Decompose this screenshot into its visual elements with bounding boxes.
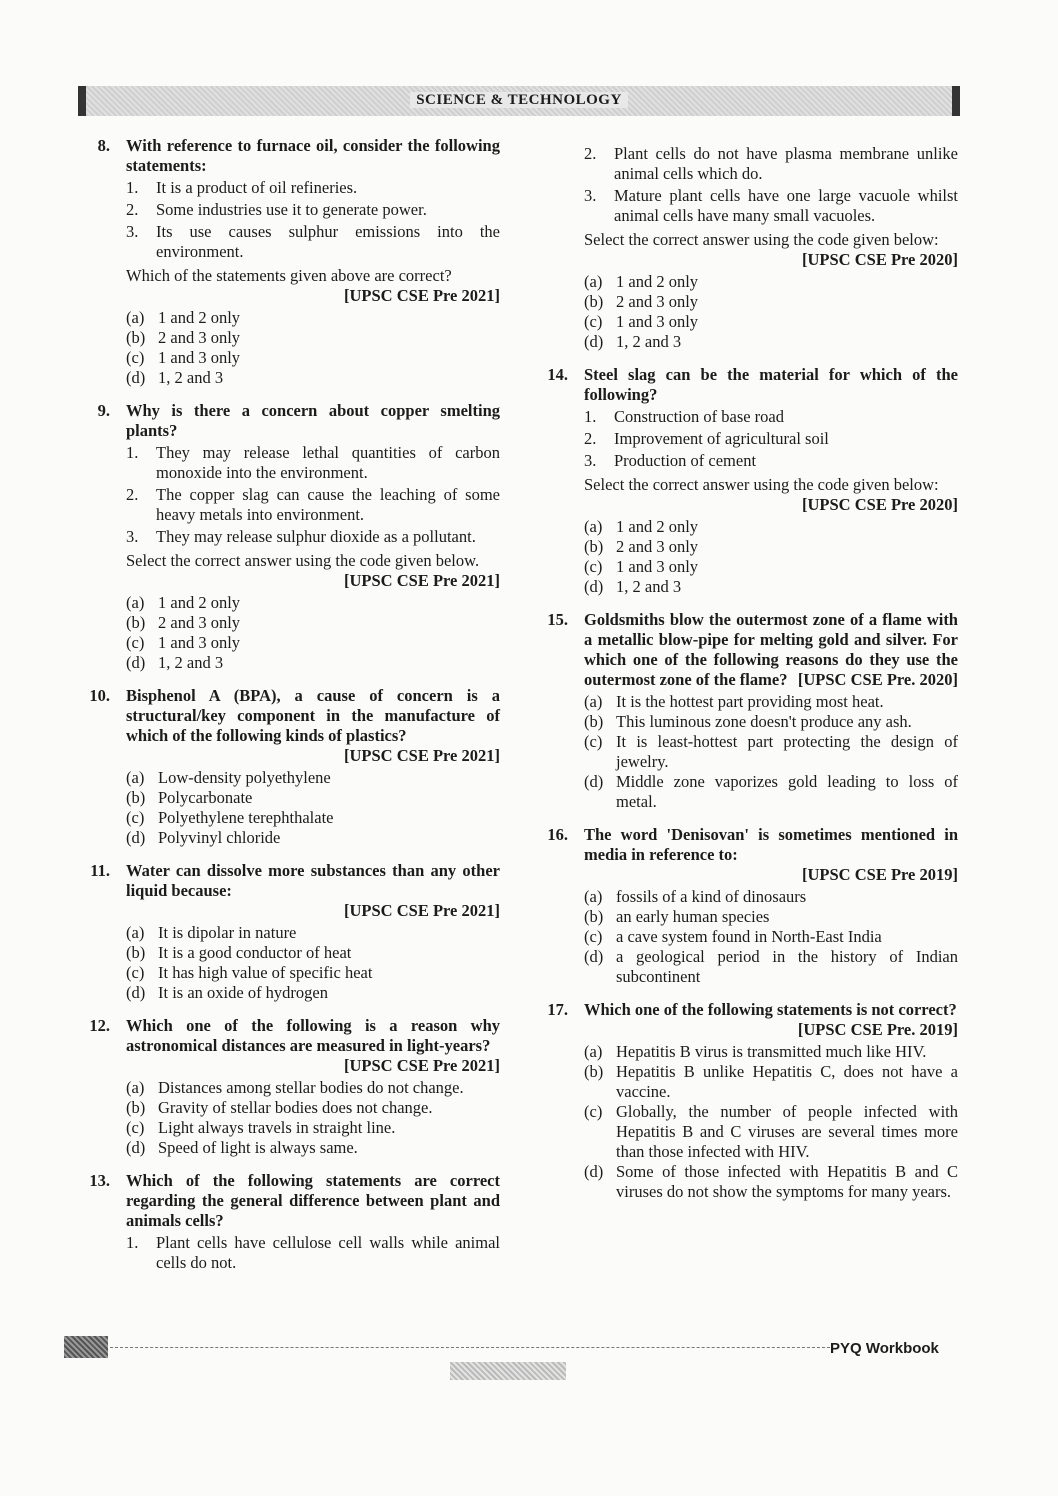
exam-source: [UPSC CSE Pre 2021] (344, 746, 500, 765)
option-c: (c) 1 and 3 only (584, 312, 699, 331)
statement: 3. They may release sulphur dioxide as a pollutant. (126, 527, 476, 546)
option-b: (b) This luminous zone doesn't produce any ash. (584, 712, 912, 731)
option-d: (d) 1, 2 and 3 (584, 577, 682, 596)
question-text: Bisphenol A (BPA), a cause of concern is a structural/key component in the manufacture of which of the following kinds of plastics? [UPSC CSE Pre 2021] (126, 686, 500, 765)
statement: 3. Production of cement (584, 451, 757, 470)
page-header (78, 86, 960, 116)
option-c: (c) Globally, the number of people infected with Hepatitis B and C viruses are several times more than those infected with HIV. (584, 1102, 958, 1161)
option-a: (a) 1 and 2 only (584, 517, 699, 536)
options (584, 692, 958, 812)
question-text: Which one of the following is a reason why astronomical distances are measured in light-years? [UPSC CSE Pre 2021] (126, 1016, 500, 1075)
question-text: With reference to furnace oil, consider the following statements: (126, 136, 500, 175)
option-c: (c) 1 and 3 only (126, 633, 241, 652)
question-14 (528, 365, 958, 597)
option-a: (a) 1 and 2 only (584, 272, 699, 291)
option-c: (c) Polyethylene terephthalate (126, 808, 334, 827)
option-b: (b) 2 and 3 only (126, 328, 241, 347)
section-title: SCIENCE & TECHNOLOGY (78, 92, 960, 109)
option-c: (c) Light always travels in straight line. (126, 1118, 396, 1137)
statement: 1. Construction of base road (584, 407, 785, 426)
answer-prompt: Select the correct answer using the code given below: [UPSC CSE Pre 2020] (584, 230, 958, 269)
header-bar-right (952, 86, 960, 116)
option-a: (a) It is the hottest part providing most heat. (584, 692, 884, 711)
question-number: 11. (90, 861, 110, 880)
question-9 (70, 401, 500, 673)
answer-prompt: Select the correct answer using the code given below: [UPSC CSE Pre 2020] (584, 475, 958, 514)
options (126, 1078, 500, 1158)
option-d: (d) 1, 2 and 3 (126, 653, 224, 672)
option-a: (a) It is dipolar in nature (126, 923, 297, 942)
exam-source: [UPSC CSE Pre 2021] (344, 286, 500, 305)
option-d: (d) It is an oxide of hydrogen (126, 983, 329, 1002)
option-a: (a) 1 and 2 only (126, 593, 241, 612)
options (126, 923, 500, 1003)
answer-prompt: Select the correct answer using the code given below. [UPSC CSE Pre 2021] (126, 551, 500, 590)
exam-source: [UPSC CSE Pre 2021] (344, 571, 500, 590)
right-column (528, 142, 958, 1215)
option-b: (b) 2 and 3 only (584, 292, 699, 311)
option-d: (d) 1, 2 and 3 (126, 368, 224, 387)
question-11 (70, 861, 500, 1003)
exam-source: [UPSC CSE Pre 2020] (802, 250, 958, 269)
options (584, 517, 958, 597)
exam-source: [UPSC CSE Pre. 2019] (797, 1020, 958, 1039)
question-number: 13. (89, 1171, 110, 1190)
statement: 1. Plant cells have cellulose cell walls while animal cells do not. (126, 1233, 500, 1272)
option-a: (a) Low-density polyethylene (126, 768, 331, 787)
question-13-continued (528, 144, 958, 352)
option-c: (c) a cave system found in North-East India (584, 927, 882, 946)
question-text: Which of the following statements are correct regarding the general difference between plant and animals cells? (126, 1171, 500, 1230)
option-b: (b) It is a good conductor of heat (126, 943, 352, 962)
question-number: 8. (97, 136, 110, 155)
option-a: (a) Distances among stellar bodies do not change. (126, 1078, 464, 1097)
question-text: Water can dissolve more substances than any other liquid because: (126, 861, 500, 900)
exam-source: [UPSC CSE Pre 2019] (802, 865, 958, 884)
option-c: (c) 1 and 3 only (584, 557, 699, 576)
option-d: (d) Speed of light is always same. (126, 1138, 358, 1157)
question-10 (70, 686, 500, 848)
statement: 1. It is a product of oil refineries. (126, 178, 358, 197)
statement: 3. Mature plant cells have one large vacuole whilst animal cells have many small vacuoles. (584, 186, 958, 225)
option-a: (a) Hepatitis B virus is transmitted much like HIV. (584, 1042, 927, 1061)
footer-rule (110, 1347, 830, 1348)
option-b: (b) Polycarbonate (126, 788, 253, 807)
option-b: (b) Hepatitis B unlike Hepatitis C, does not have a vaccine. (584, 1062, 958, 1101)
exam-source: [UPSC CSE Pre 2021] (344, 901, 500, 920)
option-a: (a) 1 and 2 only (126, 308, 241, 327)
question-number: 14. (547, 365, 568, 384)
options (126, 308, 500, 388)
question-text: The word 'Denisovan' is sometimes mentioned in media in reference to: (584, 825, 958, 864)
option-b: (b) 2 and 3 only (126, 613, 241, 632)
question-8 (70, 136, 500, 388)
options (584, 887, 958, 987)
option-d: (d) Middle zone vaporizes gold leading to loss of metal. (584, 772, 958, 811)
options (126, 768, 500, 848)
question-16 (528, 825, 958, 987)
exam-source: [UPSC CSE Pre. 2020] (797, 670, 958, 689)
question-number: 12. (89, 1016, 110, 1035)
option-d: (d) a geological period in the history of Indian subcontinent (584, 947, 958, 986)
option-b: (b) 2 and 3 only (584, 537, 699, 556)
statement: 2. Improvement of agricultural soil (584, 429, 829, 448)
option-c: (c) It is least-hottest part protecting the design of jewelry. (584, 732, 958, 771)
option-c: (c) 1 and 3 only (126, 348, 241, 367)
question-number: 9. (97, 401, 110, 420)
footer-label: PYQ Workbook (830, 1340, 939, 1357)
exam-source: [UPSC CSE Pre 2020] (802, 495, 958, 514)
question-number: 15. (547, 610, 568, 629)
option-d: (d) Polyvinyl chloride (126, 828, 281, 847)
option-d: (d) 1, 2 and 3 (584, 332, 682, 351)
question-number: 10. (89, 686, 110, 705)
options (126, 593, 500, 673)
statement: 3. Its use causes sulphur emissions into the environment. (126, 222, 500, 261)
option-b: (b) an early human species (584, 907, 770, 926)
question-17 (528, 1000, 958, 1202)
options (584, 272, 958, 352)
statement: 2. Plant cells do not have plasma membrane unlike animal cells which do. (584, 144, 958, 183)
statement: 2. Some industries use it to generate power. (126, 200, 427, 219)
question-text: Why is there a concern about copper smelting plants? (126, 401, 500, 440)
page-number-badge (64, 1336, 108, 1358)
question-12 (70, 1016, 500, 1158)
exam-source: [UPSC CSE Pre 2021] (344, 1056, 500, 1075)
question-13 (70, 1171, 500, 1273)
option-b: (b) Gravity of stellar bodies does not change. (126, 1098, 433, 1117)
option-a: (a) fossils of a kind of dinosaurs (584, 887, 807, 906)
option-c: (c) It has high value of specific heat (126, 963, 373, 982)
question-text: Goldsmiths blow the outermost zone of a flame with a metallic blow-pipe for melting gold and silver. For which one of the following reasons do they use the outermost zone of the flame? [UPSC CSE Pre. 2020] (584, 610, 958, 689)
publisher-logo (450, 1362, 566, 1380)
left-column (70, 136, 500, 1286)
options (584, 1042, 958, 1202)
answer-prompt: Which of the statements given above are correct? [UPSC CSE Pre 2021] (126, 266, 500, 305)
question-number: 16. (547, 825, 568, 844)
option-d: (d) Some of those infected with Hepatitis B and C viruses do not show the symptoms for many years. (584, 1162, 958, 1201)
statement: 2. The copper slag can cause the leaching of some heavy metals into environment. (126, 485, 500, 524)
question-number: 17. (547, 1000, 568, 1019)
statement: 1. They may release lethal quantities of carbon monoxide into the environment. (126, 443, 500, 482)
question-text: Which one of the following statements is not correct? [UPSC CSE Pre. 2019] (584, 1000, 958, 1039)
question-15 (528, 610, 958, 812)
question-text: Steel slag can be the material for which of the following? (584, 365, 958, 404)
